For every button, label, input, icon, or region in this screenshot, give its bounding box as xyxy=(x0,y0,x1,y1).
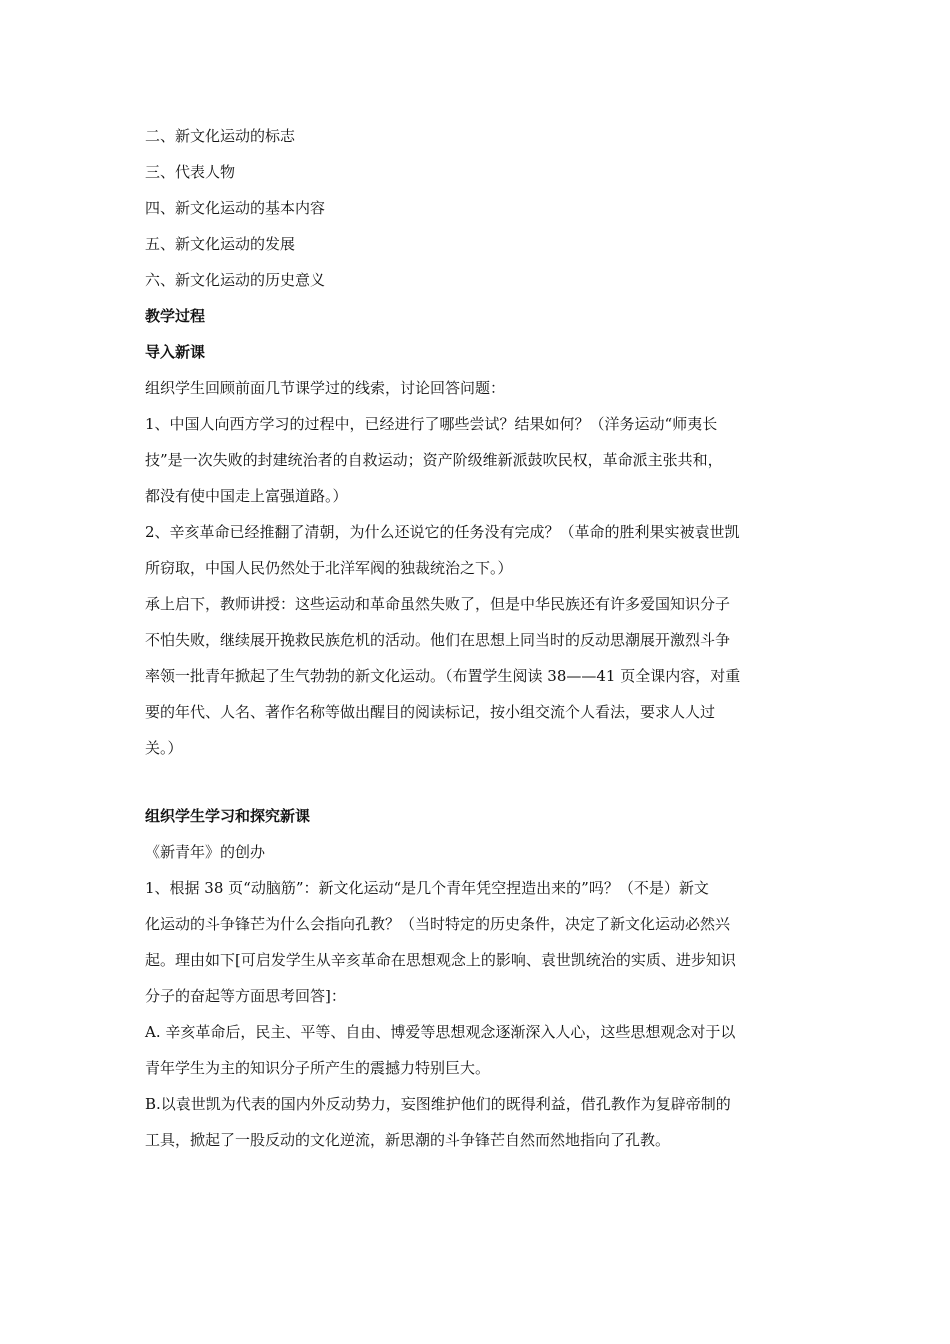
transition-line: 不怕失败，继续展开挽救民族危机的活动。他们在思想上同当时的反动思潮展开激烈斗争 xyxy=(145,631,731,649)
section-heading-study: 组织学生学习和探究新课 xyxy=(145,807,311,825)
point-1-line: 分子的奋起等方面思考回答]： xyxy=(145,987,346,1005)
point-1-line: 化运动的斗争锋芒为什么会指向孔教？（当时特定的历史条件，决定了新文化运动必然兴 xyxy=(145,915,731,933)
subheading-founding: 《新青年》的创办 xyxy=(145,843,266,861)
section-heading-process: 教学过程 xyxy=(145,307,206,325)
point-1 xyxy=(145,874,815,1010)
transition-line: 承上启下，教师讲授：这些运动和革命虽然失败了，但是中华民族还有许多爱国知识分子 xyxy=(145,595,731,613)
reason-a xyxy=(145,1018,815,1082)
outline-item: 五、新文化运动的发展 xyxy=(145,235,296,253)
question-1-line: 技”是一次失败的封建统治者的自救运动；资产阶级维新派鼓吹民权，革命派主张共和， xyxy=(145,451,723,469)
reason-b xyxy=(145,1090,815,1154)
transition-line: 率领一批青年掀起了生气勃勃的新文化运动。（布置学生阅读 38——41 页全课内容，对重 xyxy=(145,667,741,685)
question-2 xyxy=(145,518,815,582)
outline-item: 三、代表人物 xyxy=(145,163,236,181)
transition-line: 关。） xyxy=(145,739,183,757)
point-1-line: 起。理由如下[可启发学生从辛亥革命在思想观念上的影响、袁世凯统治的实质、进步知识 xyxy=(145,951,736,969)
outline-item: 二、新文化运动的标志 xyxy=(145,127,296,145)
reason-a-line: A. 辛亥革命后，民主、平等、自由、博爱等思想观念逐渐深入人心，这些思想观念对于以 xyxy=(145,1023,736,1041)
section-heading-intro: 导入新课 xyxy=(145,343,206,361)
outline-item: 六、新文化运动的历史意义 xyxy=(145,271,326,289)
reason-b-line: B.以袁世凯为代表的国内外反动势力，妄图维护他们的既得利益，借孔教作为复辟帝制的 xyxy=(145,1095,731,1113)
transition-paragraph xyxy=(145,590,815,762)
transition-line: 要的年代、人名、著作名称等做出醒目的阅读标记，按小组交流个人看法，要求人人过 xyxy=(145,703,716,721)
document-body xyxy=(145,122,815,1162)
outline-item: 四、新文化运动的基本内容 xyxy=(145,199,326,217)
question-1-line: 1、中国人向西方学习的过程中，已经进行了哪些尝试？结果如何？（洋务运动“师夷长 xyxy=(145,415,718,433)
question-1 xyxy=(145,410,815,510)
blank-line xyxy=(145,770,815,802)
reason-b-line: 工具，掀起了一股反动的文化逆流，新思潮的斗争锋芒自然而然地指向了孔教。 xyxy=(145,1131,671,1149)
question-1-line: 都没有使中国走上富强道路。） xyxy=(145,487,348,505)
question-2-line: 所窃取，中国人民仍然处于北洋军阀的独裁统治之下。） xyxy=(145,559,513,577)
point-1-line: 1、根据 38 页“动脑筋”：新文化运动“是几个青年凭空捏造出来的”吗？（不是）新文 xyxy=(145,879,709,897)
question-2-line: 2、辛亥革命已经推翻了清朝，为什么还说它的任务没有完成？（革命的胜利果实被袁世凯 xyxy=(145,523,740,541)
reason-a-line: 青年学生为主的知识分子所产生的震撼力特别巨大。 xyxy=(145,1059,491,1077)
intro-prompt: 组织学生回顾前面几节课学过的线索，讨论回答问题： xyxy=(145,379,506,397)
